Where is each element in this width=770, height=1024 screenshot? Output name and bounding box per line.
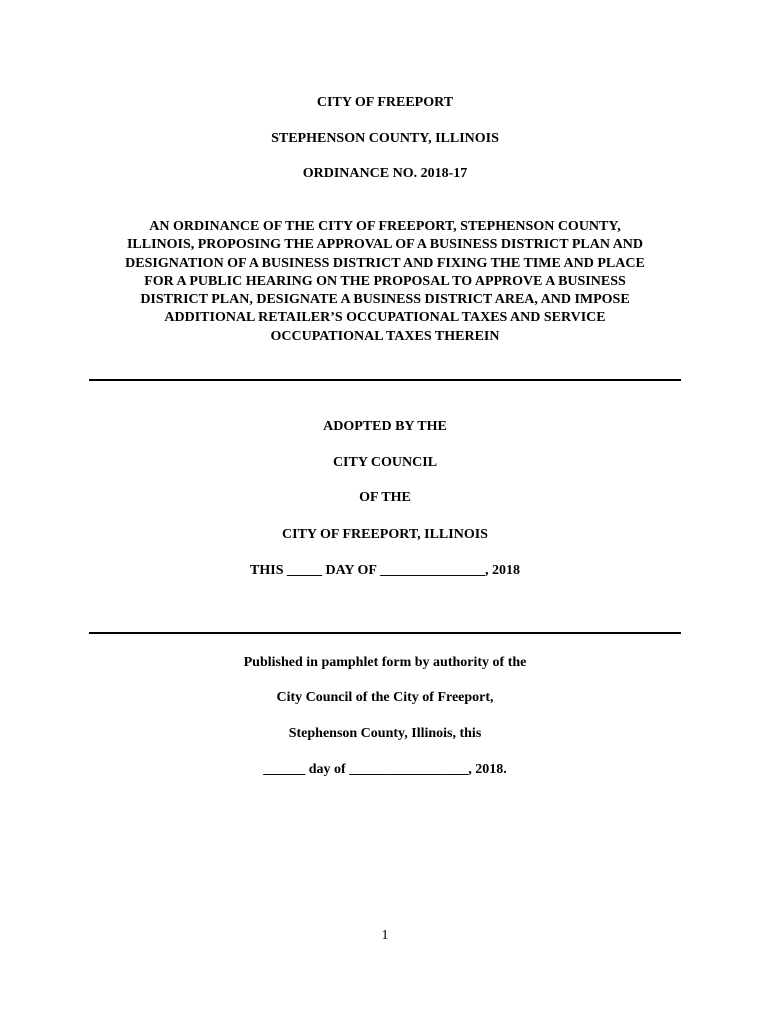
adopted-by-line: ADOPTED BY THE — [323, 419, 447, 434]
ordinance-title-line: DISTRICT PLAN, DESIGNATE A BUSINESS DISTRICT AREA, AND IMPOSE — [140, 292, 630, 308]
ordinance-number: ORDINANCE NO. 2018-17 — [302, 166, 468, 181]
county-heading: STEPHENSON COUNTY, ILLINOIS — [271, 131, 499, 146]
publication-line: Published in pamphlet form by authority of the — [243, 655, 527, 670]
ordinance-title-line: FOR A PUBLIC HEARING ON THE PROPOSAL TO APPROVE A BUSINESS — [144, 273, 626, 289]
publication-date-line: ______ day of _________________, 2018. — [263, 762, 507, 777]
ordinance-title — [90, 218, 680, 346]
page-number: 1 — [381, 928, 389, 943]
divider-rule — [89, 379, 681, 381]
city-council-line: CITY COUNCIL — [332, 455, 438, 470]
ordinance-title-line: OCCUPATIONAL TAXES THEREIN — [270, 328, 500, 344]
city-name-line: CITY OF FREEPORT, ILLINOIS — [282, 527, 488, 542]
city-heading: CITY OF FREEPORT — [316, 95, 454, 110]
publication-line: Stephenson County, Illinois, this — [288, 726, 482, 741]
adoption-date-line: THIS _____ DAY OF _______________, 2018 — [250, 563, 520, 578]
publication-line: City Council of the City of Freeport, — [276, 690, 494, 705]
ordinance-title-line: ADDITIONAL RETAILER’S OCCUPATIONAL TAXES AND SERVICE — [164, 310, 606, 326]
ordinance-title-line: AN ORDINANCE OF THE CITY OF FREEPORT, STEPHENSON COUNTY, — [149, 219, 621, 234]
ordinance-title-line: ILLINOIS, PROPOSING THE APPROVAL OF A BUSINESS DISTRICT PLAN AND — [126, 237, 644, 253]
of-the-line: OF THE — [359, 490, 411, 505]
ordinance-title-line: DESIGNATION OF A BUSINESS DISTRICT AND FIXING THE TIME AND PLACE — [125, 255, 645, 271]
divider-rule — [89, 632, 681, 634]
